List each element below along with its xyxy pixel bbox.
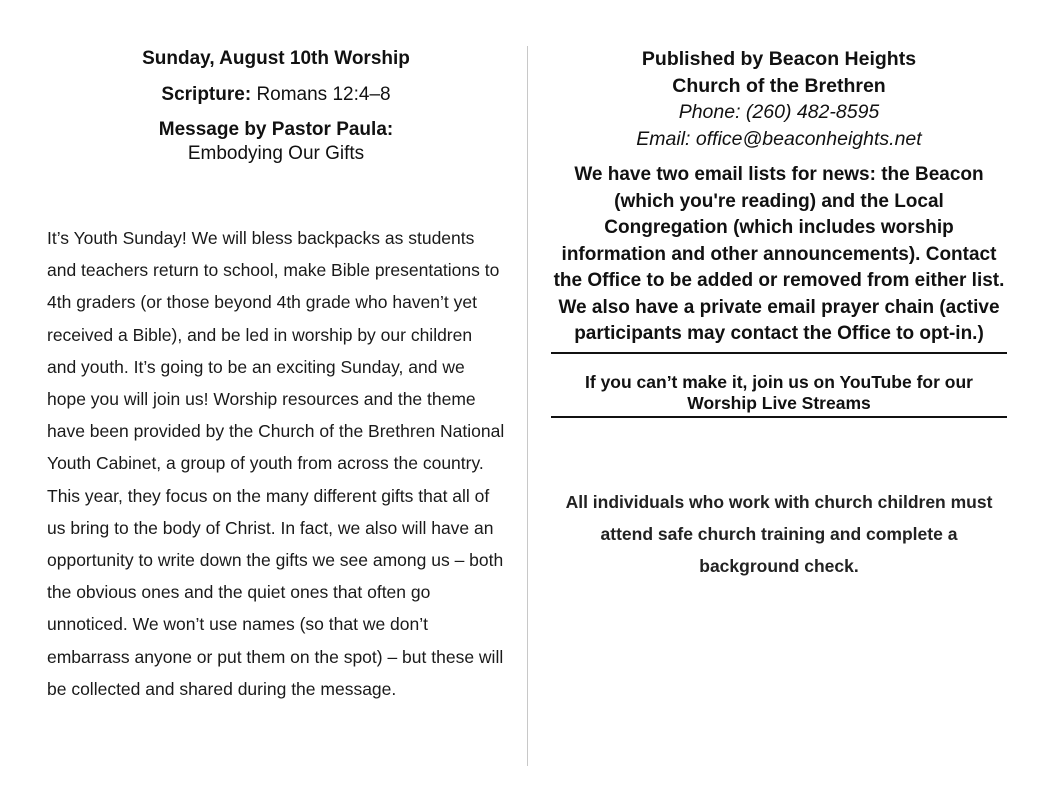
- left-column: [47, 46, 505, 705]
- phone-number: Phone: (260) 482-8595: [678, 101, 880, 123]
- scripture-label: Scripture:: [161, 84, 252, 105]
- safe-church-paragraph: All individuals who work with church children must attend safe church training and complete a background check.: [565, 491, 993, 576]
- publisher-block: [551, 46, 1007, 152]
- publisher-name-line2: Church of the Brethren: [672, 74, 886, 97]
- youtube-line1: If you can’t make it, join us on YouTube for our: [585, 371, 973, 392]
- column-divider: [527, 46, 528, 766]
- youtube-notice: [551, 372, 1007, 414]
- youth-sunday-paragraph: It’s Youth Sunday! We will bless backpacks as students and teachers return to school, make Bible presentations to 4th graders (or those beyond 4th grade who haven’t yet received a Bible), and be led in worship by our children and youth. It’s going to be an exciting Sunday, and we hope you will join us! Worship resources and the theme have been provided by the Church of the Brethren National Youth Cabinet, a group of youth from across the country. This year, they focus on the many different gifts that all of us bring to the body of Christ. In fact, we also will have an opportunity to write down the gifts we see among us – both the obvious ones and the quiet ones that often go unnoticed. We won’t use names (so that we don’t embarrass anyone or put them on the spot) – but these will be collected and shared during the message.: [47, 228, 505, 699]
- youtube-notice-text: [551, 372, 1007, 414]
- scripture-reference: Romans 12:4–8: [256, 84, 391, 105]
- worship-title: Sunday, August 10th Worship: [142, 48, 410, 69]
- top-rule: [551, 352, 1007, 354]
- scripture-line: [47, 82, 505, 108]
- message-label: Message by Pastor Paula:: [158, 119, 394, 140]
- publisher-name-line1: Published by Beacon Heights: [641, 48, 917, 70]
- youtube-line2: Worship Live Streams: [687, 392, 871, 413]
- email-address: Email: office@beaconheights.net: [636, 127, 922, 150]
- message-title: Embodying Our Gifts: [187, 143, 365, 164]
- right-column: [551, 46, 1007, 582]
- bottom-rule: [551, 416, 1007, 418]
- email-lists-paragraph: We have two email lists for news: the Beacon (which you're reading) and the Local Congregation (which includes worship information and other announcements). Contact the Office to be added or removed from either list. We also have a private email prayer chain (active participants may contact the Office to opt-in.): [553, 164, 1005, 344]
